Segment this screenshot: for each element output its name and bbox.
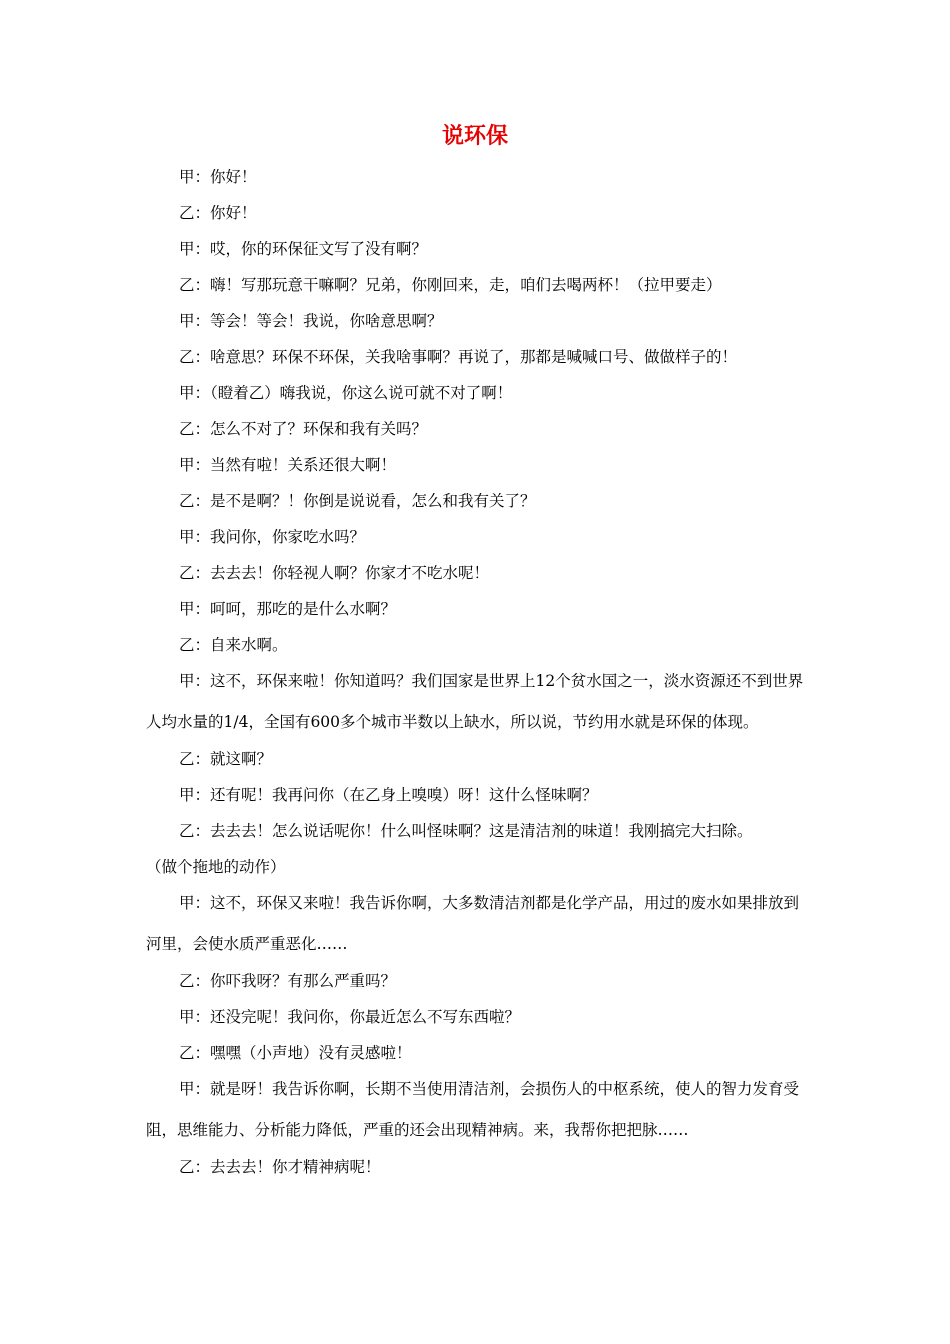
- dialogue-line: 乙：啥意思？环保不环保，关我啥事啊？再说了，那都是喊喊口号、做做样子的！: [179, 348, 738, 366]
- dialogue-line: 乙：你好！: [179, 204, 257, 222]
- document-title: 说环保: [441, 124, 508, 149]
- dialogue-line: 乙：怎么不对了？环保和我有关吗？: [179, 420, 428, 438]
- dialogue-line: 乙：嘿嘿（小声地）没有灵感啦！: [179, 1044, 412, 1062]
- dialogue-line: 甲：这不，环保又来啦！我告诉你啊，大多数清洁剂都是化学产品，用过的废水如果排放到河里，会使水质严重恶化……: [146, 894, 800, 953]
- dialogue-body: [146, 159, 810, 1185]
- dialogue-line: 甲：你好！: [179, 168, 257, 186]
- dialogue-line: 甲：当然有啦！关系还很大啊！: [179, 456, 397, 474]
- dialogue-line: 乙：就这啊？: [179, 750, 273, 768]
- dialogue-line: 乙：自来水啊。: [179, 636, 288, 654]
- dialogue-line: 乙：去去去！你才精神病呢！: [179, 1158, 381, 1176]
- dialogue-line: 甲：呵呵，那吃的是什么水啊？: [179, 600, 397, 618]
- dialogue-line: 乙：嗨！写那玩意干嘛啊？兄弟，你刚回来，走，咱们去喝两杯！（拉甲要走）: [179, 276, 722, 294]
- dialogue-line: 乙：去去去！你轻视人啊？你家才不吃水呢！: [179, 564, 490, 582]
- dialogue-line: 乙：你吓我呀？有那么严重吗？: [179, 972, 397, 990]
- stage-direction: （做个拖地的动作）: [146, 858, 286, 876]
- dialogue-line: 甲：还没完呢！我问你，你最近怎么不写东西啦？: [179, 1008, 521, 1026]
- dialogue-line: 甲：就是呀！我告诉你啊，长期不当使用清洁剂，会损伤人的中枢系统，使人的智力发育受阻，思维能力、分析能力降低，严重的还会出现精神病。来，我帮你把把脉……: [146, 1080, 800, 1139]
- dialogue-line: 甲：还有呢！我再问你（在乙身上嗅嗅）呀！这什么怪味啊？: [179, 786, 598, 804]
- dialogue-line: 甲：等会！等会！我说，你啥意思啊？: [179, 312, 443, 330]
- dialogue-line: 乙：是不是啊？！你倒是说说看，怎么和我有关了？: [179, 492, 536, 510]
- dialogue-line: 乙：去去去！怎么说话呢你！什么叫怪味啊？这是清洁剂的味道！我刚搞完大扫除。: [179, 822, 753, 840]
- dialogue-line: 甲：哎，你的环保征文写了没有啊？: [179, 240, 428, 258]
- dialogue-line: 甲：这不，环保来啦！你知道吗？我们国家是世界上12个贫水国之一，淡水资源还不到世界人均水量的1/4，全国有600多个城市半数以上缺水，所以说，节约用水就是环保的体现。: [146, 672, 804, 731]
- dialogue-line: 甲：我问你，你家吃水吗？: [179, 528, 366, 546]
- dialogue-line: 甲：（瞪着乙）嗨我说，你这么说可就不对了啊！: [179, 384, 513, 402]
